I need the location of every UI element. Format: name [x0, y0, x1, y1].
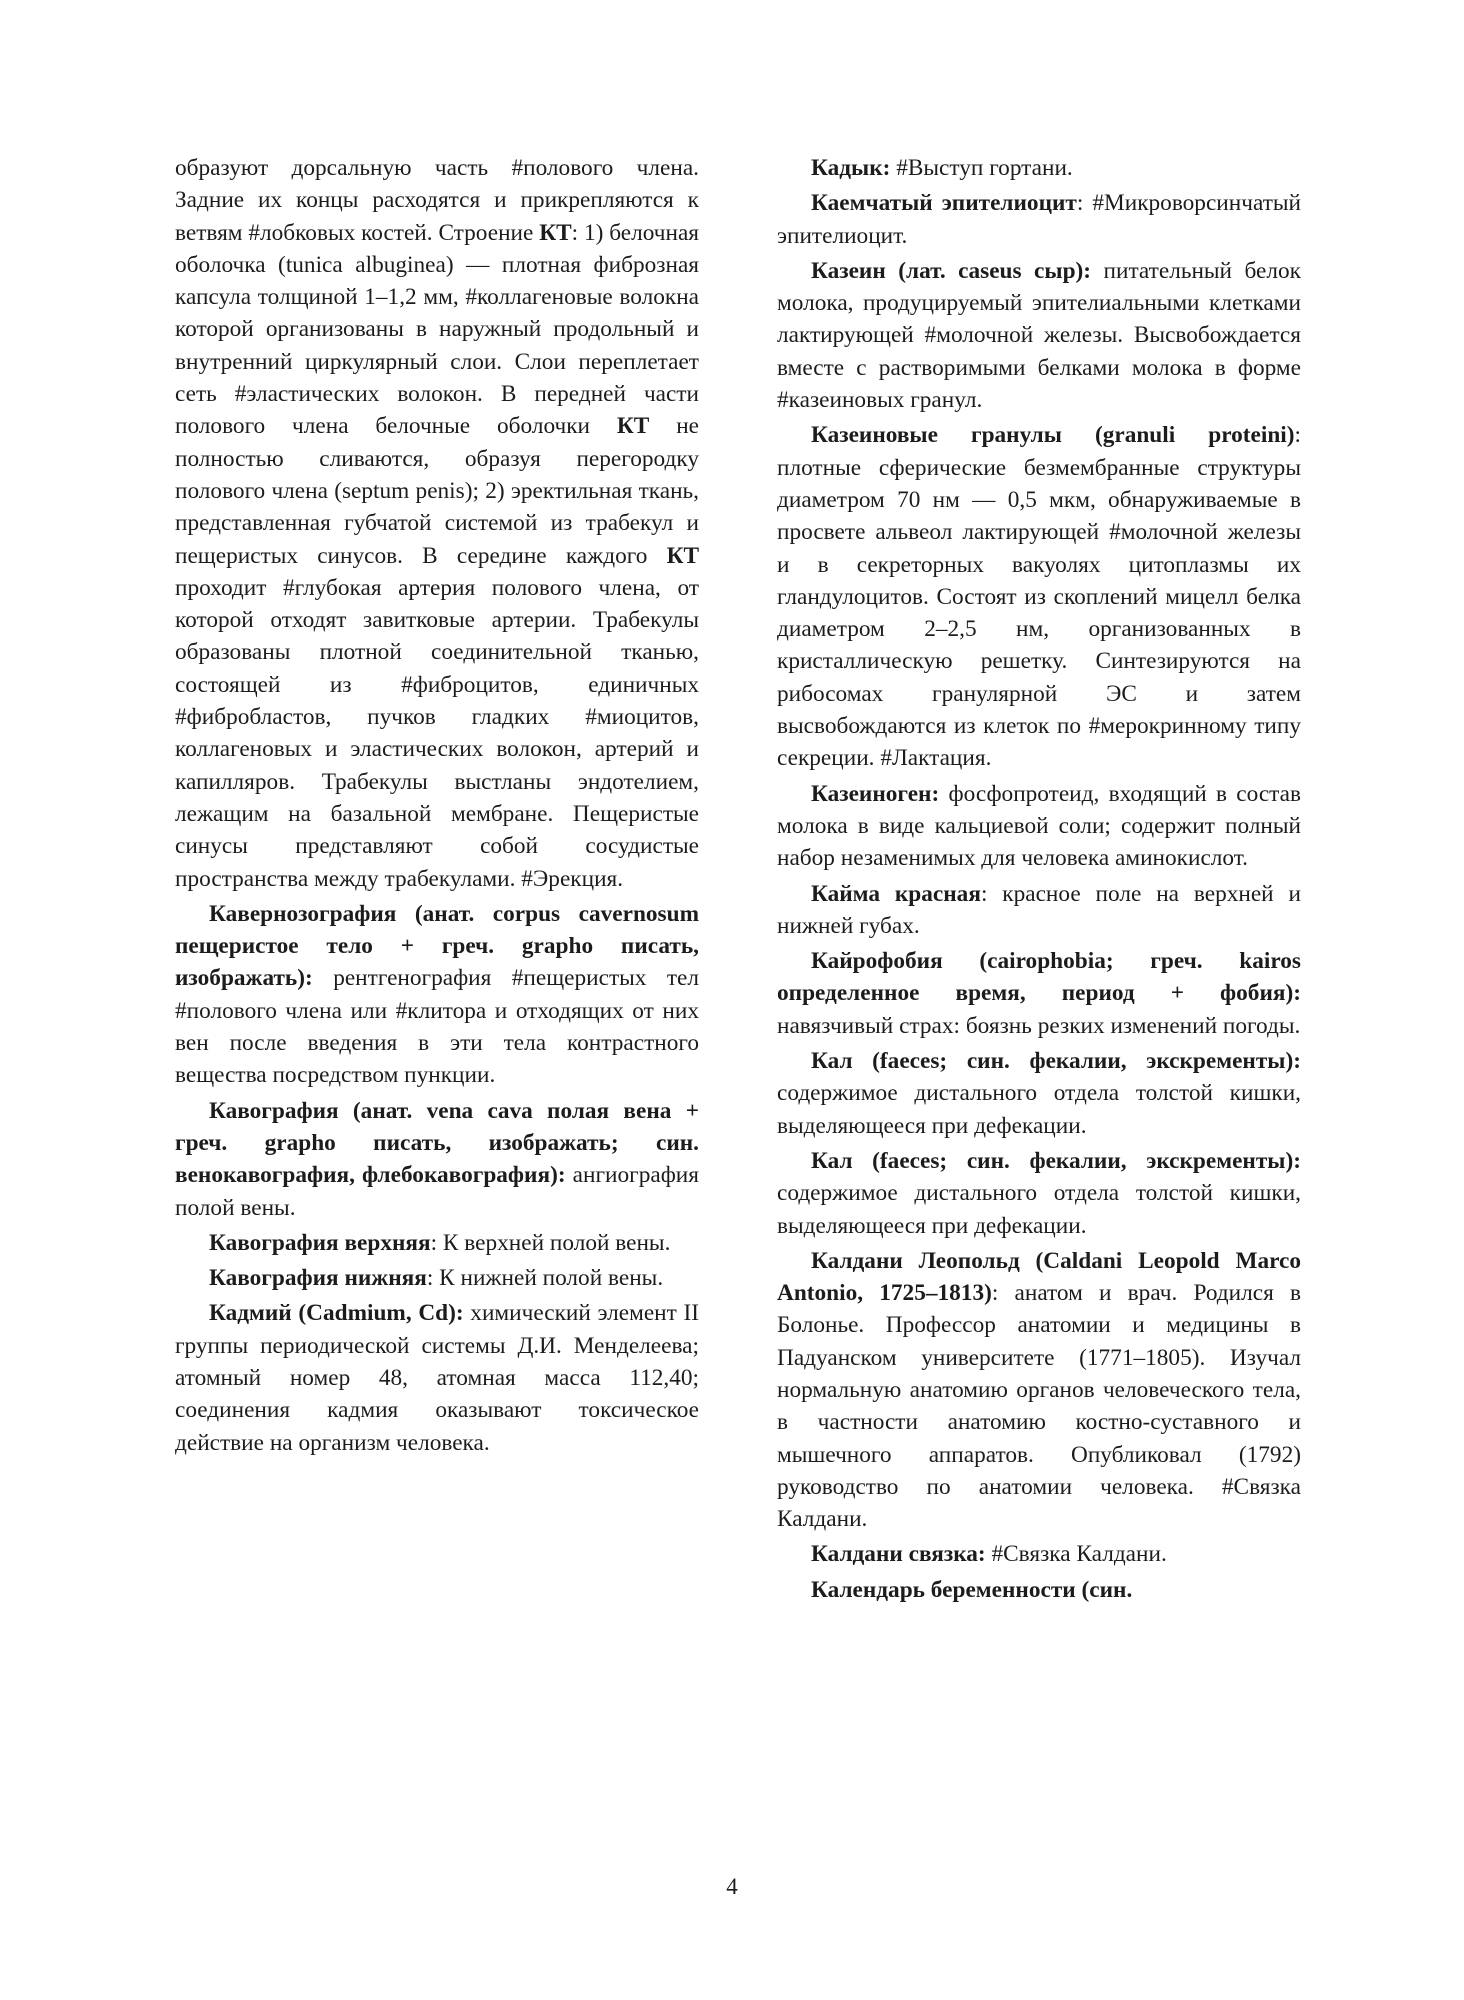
paragraph: [777, 1574, 1301, 1606]
term-heading: Казеиноген:: [811, 780, 940, 807]
definition-text: рентгенография #пещеристых тел #полового члена или #клитора и отходящих от них вен после введения в эти тела контрастного вещества посредством пункции.: [175, 965, 699, 1089]
paragraph: [175, 1095, 699, 1224]
term-heading: Кавернозография (анат. corpus cavernosum пещеристое тело + греч. grapho писать, изображать):: [175, 900, 699, 992]
term-heading: Кайрофобия (cairophobia; греч. kairos определенное время, период + фобия):: [777, 948, 1301, 1007]
definition-text: : плотные сферические безмембранные структуры диаметром 70 нм — 0,5 мкм, обнаруживаемые в просвете альвеол лактирующей #молочной железы и в секреторных вакуолях цитоплазмы их гландулоцитов. Состоят из скоплений мицелл белка диаметром 2–2,5 нм, организованных в кристаллическую решетку. Синтезируются на рибосомах гранулярной ЭС и затем высвобождаются из клеток по #мерокринному типу секреции. #Лактация.: [777, 422, 1301, 772]
definition-text: образуют дорсальную часть #полового члена. Задние их концы расходятся и прикрепляются к ветвям #лобковых костей. Строение: [175, 155, 699, 246]
paragraph: [777, 419, 1301, 774]
paragraph: [777, 1245, 1301, 1536]
term-heading: Кавография нижняя: [209, 1265, 427, 1292]
paragraph: [777, 945, 1301, 1042]
definition-text: ангиография полой вены.: [175, 1162, 699, 1221]
definition-text: содержимое дистального отдела толстой кишки, выделяющееся при дефекации.: [777, 1180, 1301, 1239]
definition-text: : анатом и врач. Родился в Болонье. Профессор анатомии и медицины в Падуанском университете (1771–1805). Изучал нормальную анатомию органов человеческого тела, в частности анатомию костно-суставного и мышечного аппаратов. Опубликовал (1792) руководство по анатомии человека. #Связка Калдани.: [777, 1280, 1301, 1533]
term-heading: КТ: [539, 219, 572, 246]
definition-text: : К верхней полой вены.: [430, 1229, 671, 1256]
definition-text: : 1) белочная оболочка (tunica albuginea) — плотная фиброзная капсула толщиной 1–1,2 мм, #коллагеновые волокна которой организованы в наружный продольный и внутренний циркулярный слои. Слои переплетает сеть #эластических волокон. В передней части полового члена белочные оболочки: [175, 219, 700, 440]
definition-text: проходит #глубокая артерия полового члена, от которой отходят завитковые артерии. Трабекулы образованы плотной соединительной тканью, состоящей из #фиброцитов, единичных #фибробластов, пучков гладких #миоцитов, коллагеновых и эластических волокон, артерий и капилляров. Трабекулы выстланы эндотелием, лежащим на базальной мембране. Пещеристые синусы представляют собой сосудистые пространства между трабекулами. #Эрекция.: [175, 574, 699, 892]
term-heading: Календарь беременности (син.: [811, 1576, 1133, 1603]
definition-text: #Связка Калдани.: [985, 1541, 1167, 1568]
paragraph: [777, 255, 1301, 416]
term-heading: Казеин (лат. caseus сыр):: [811, 257, 1092, 284]
page-number: 4: [726, 1874, 738, 1899]
term-heading: КТ: [616, 413, 650, 440]
paragraph: [175, 898, 699, 1092]
paragraph: [777, 152, 1301, 184]
term-heading: Кал (faeces; син. фекалии, экскременты):: [811, 1147, 1301, 1174]
paragraph: [777, 1538, 1301, 1570]
definition-text: : К нижней полой вены.: [426, 1265, 664, 1292]
paragraph: [777, 1045, 1301, 1142]
paragraph: [175, 1297, 699, 1458]
term-heading: Калдани связка:: [811, 1541, 986, 1568]
term-heading: Кадык:: [811, 155, 891, 181]
right-column: [777, 152, 1301, 1609]
definition-text: не полностью сливаются, образуя перегородку полового члена (septum penis); 2) эректильная ткань, представленная губчатой системой из трабекул и пещеристых синусов. В середине каждого: [175, 413, 699, 569]
paragraph: [175, 1262, 699, 1294]
term-heading: Кавография (анат. vena cava полая вена + греч. grapho писать, изображать; син. венокавография, флебокавография):: [175, 1097, 699, 1189]
paragraph: [777, 1145, 1301, 1242]
paragraph: [777, 778, 1301, 875]
paragraph: [175, 1227, 699, 1259]
left-column: [175, 152, 699, 1462]
paragraph: [175, 152, 699, 895]
definition-text: содержимое дистального отдела толстой кишки, выделяющееся при дефекации.: [777, 1080, 1301, 1139]
term-heading: Каемчатый эпителиоцит: [811, 190, 1077, 217]
definition-text: питательный белок молока, продуцируемый эпителиальными клетками лактирующей #молочной железы. Высвобождается вместе с растворимыми белками молока в форме #казеиновых гранул.: [777, 257, 1301, 414]
definition-text: фосфопротеид, входящий в состав молока в виде кальциевой соли; содержит полный набор незаменимых для человека аминокислот.: [777, 780, 1301, 872]
term-heading: Кайма красная: [811, 880, 981, 907]
term-heading: Кал (faeces; син. фекалии, экскременты):: [811, 1048, 1301, 1075]
paragraph: [777, 187, 1301, 252]
term-heading: Кавография верхняя: [209, 1229, 431, 1256]
definition-text: : красное поле на верхней и нижней губах.: [777, 880, 1301, 939]
definition-text: химический элемент II группы периодической системы Д.И. Менделеева; атомный номер 48, атомная масса 112,40; соединения кадмия оказывают токсическое действие на организм человека.: [175, 1300, 700, 1456]
term-heading: Кадмий (Cadmium, Cd):: [209, 1300, 464, 1327]
definition-text: навязчивый страх: боязнь резких изменений погоды.: [777, 1012, 1301, 1039]
definition-text: : #Микроворсинчатый эпителиоцит.: [777, 190, 1301, 249]
paragraph: [777, 878, 1301, 943]
term-heading: Казеиновые гранулы (granuli proteini): [811, 422, 1295, 449]
definition-text: #Выступ гортани.: [890, 155, 1073, 181]
term-heading: Калдани Леопольд (Caldani Leopold Marco Antonio, 1725–1813): [777, 1247, 1301, 1307]
term-heading: КТ: [666, 542, 699, 569]
